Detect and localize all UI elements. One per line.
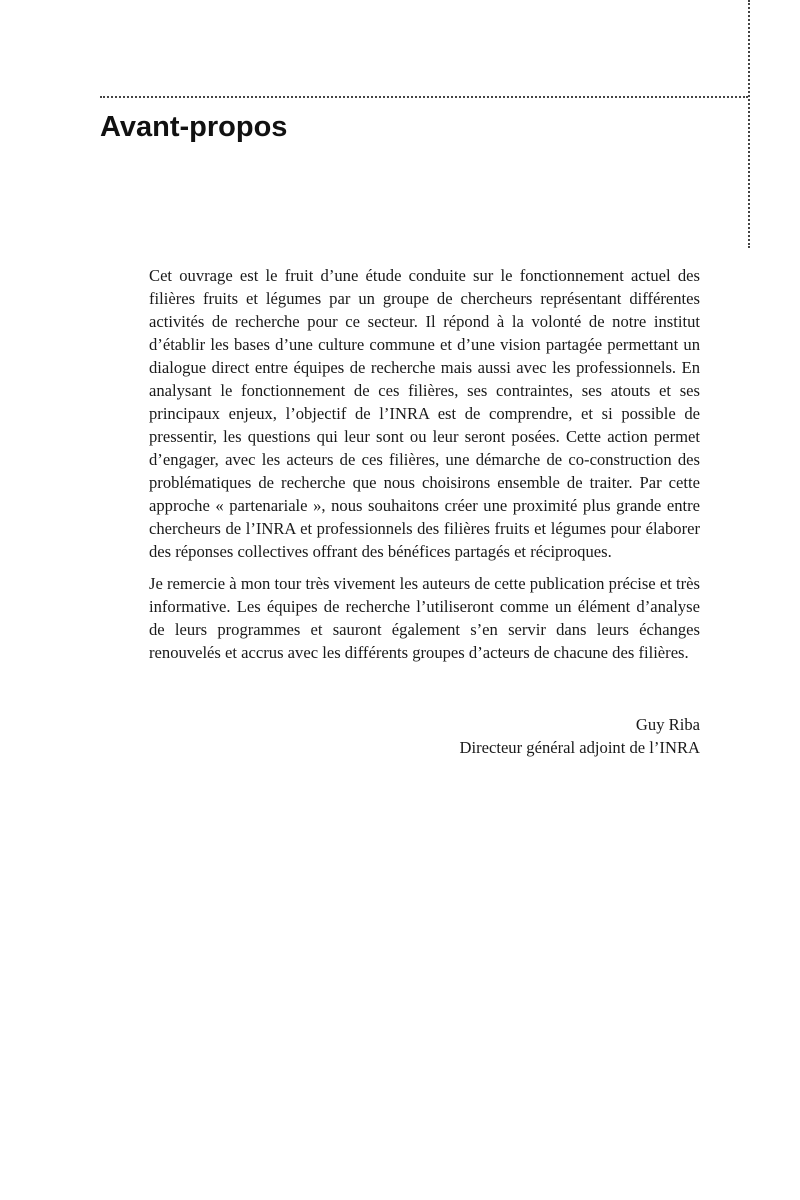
- page-title: Avant-propos: [100, 111, 288, 143]
- paragraph-2: Je remercie à mon tour très vivement les auteurs de cette publication précise et très informative. Les équipes de recherche l’utiliseront comme un élément d’analyse de leurs programmes et sauront également s’en servir dans leurs échanges renouvelés et accrus avec les différents groupes d’acteurs de chacune des filières.: [149, 574, 700, 662]
- signature-name: Guy Riba: [635, 715, 700, 734]
- signature-block: [149, 713, 700, 759]
- paragraph-1: Cet ouvrage est le fruit d’une étude conduite sur le fonctionnement actuel des filières fruits et légumes par un groupe de chercheurs représentant différentes activités de recherche pour ce secteur. Il répond à la volonté de notre institut d’établir les bases d’une culture commune et d’une vision partagée permettant un dialogue direct entre équipes de recherche mais aussi avec les professionnels. En analysant le fonctionnement de ces filières, ses contraintes, ses atouts et ses principaux enjeux, l’objectif de l’INRA est de comprendre, et si possible de pressentir, les questions qui leur sont ou leur seront posées. Cette action permet d’engager, avec les acteurs de ces filières, une démarche de co-construction des problématiques de recherche que nous choisirons ensemble de traiter. Par cette approche « partenariale », nous souhaitons créer une proximité plus grande entre chercheurs de l’INRA et professionnels des filières fruits et légumes pour élaborer des réponses collectives offrant des bénéfices partagés et réciproques.: [149, 266, 700, 561]
- horizontal-dotted-rule: [100, 96, 748, 98]
- vertical-dotted-rule: [748, 0, 750, 248]
- foreword-body: [149, 264, 700, 673]
- signature-role: Directeur général adjoint de l’INRA: [459, 738, 700, 757]
